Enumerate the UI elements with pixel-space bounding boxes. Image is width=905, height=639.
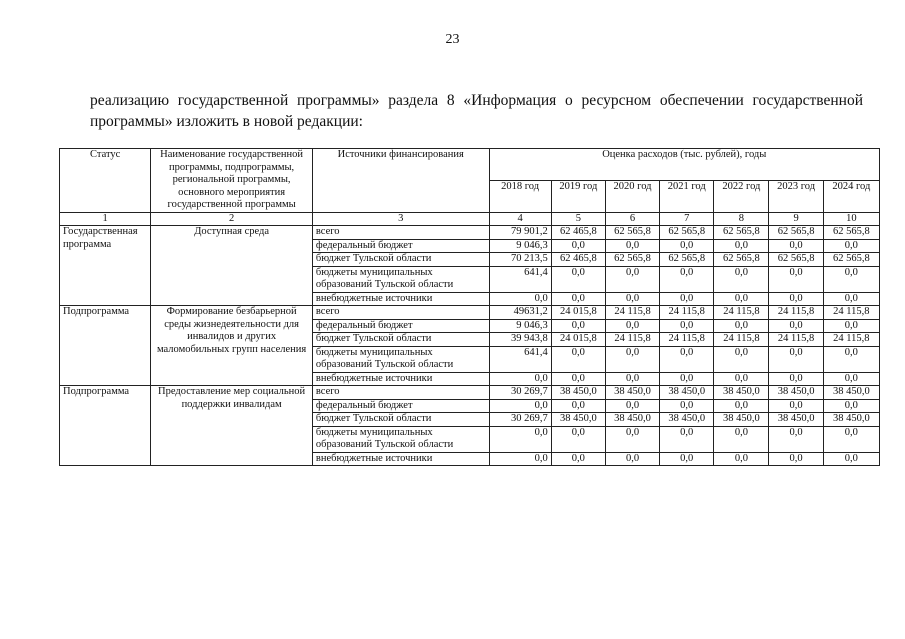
value-cell: 24 115,8	[769, 306, 823, 320]
header-year: 2021 год	[660, 180, 714, 212]
value-cell: 0,0	[660, 292, 714, 306]
source-cell: бюджеты муниципальных образований Тульской области	[312, 266, 489, 292]
value-cell: 0,0	[714, 426, 769, 452]
value-cell: 641,4	[489, 346, 551, 372]
value-cell: 0,0	[823, 239, 879, 253]
column-number: 6	[605, 212, 659, 226]
value-cell: 0,0	[714, 239, 769, 253]
value-cell: 0,0	[605, 319, 659, 333]
value-cell: 0,0	[769, 266, 823, 292]
value-cell: 38 450,0	[605, 413, 659, 427]
source-cell: федеральный бюджет	[312, 399, 489, 413]
value-cell: 24 115,8	[660, 333, 714, 347]
column-number: 10	[823, 212, 879, 226]
value-cell: 24 115,8	[660, 306, 714, 320]
source-cell: всего	[312, 226, 489, 240]
value-cell: 0,0	[605, 239, 659, 253]
header-year: 2023 год	[769, 180, 823, 212]
value-cell: 9 046,3	[489, 319, 551, 333]
value-cell: 0,0	[823, 319, 879, 333]
value-cell: 24 115,8	[714, 306, 769, 320]
value-cell: 0,0	[660, 399, 714, 413]
program-name-cell: Формирование безбарьерной среды жизнедеятельности для инвалидов и других маломобильных групп населения	[151, 306, 313, 386]
table-body	[60, 149, 880, 466]
header-year: 2024 год	[823, 180, 879, 212]
value-cell: 0,0	[605, 266, 659, 292]
source-cell: бюджет Тульской области	[312, 333, 489, 347]
source-cell: федеральный бюджет	[312, 319, 489, 333]
value-cell: 0,0	[823, 452, 879, 466]
value-cell: 0,0	[605, 452, 659, 466]
value-cell: 0,0	[823, 346, 879, 372]
column-number: 5	[551, 212, 605, 226]
source-cell: бюджеты муниципальных образований Тульской области	[312, 426, 489, 452]
value-cell: 0,0	[551, 346, 605, 372]
value-cell: 38 450,0	[769, 386, 823, 400]
value-cell: 62 565,8	[660, 226, 714, 240]
value-cell: 38 450,0	[660, 413, 714, 427]
value-cell: 0,0	[605, 399, 659, 413]
page-number: 23	[445, 32, 460, 47]
value-cell: 0,0	[489, 452, 551, 466]
value-cell: 62 465,8	[551, 226, 605, 240]
value-cell: 79 901,2	[489, 226, 551, 240]
value-cell: 0,0	[605, 346, 659, 372]
value-cell: 24 115,8	[823, 306, 879, 320]
value-cell: 38 450,0	[714, 386, 769, 400]
value-cell: 24 015,8	[551, 306, 605, 320]
value-cell: 0,0	[551, 452, 605, 466]
header-year: 2018 год	[489, 180, 551, 212]
value-cell: 0,0	[551, 239, 605, 253]
source-cell: всего	[312, 386, 489, 400]
header-year: 2019 год	[551, 180, 605, 212]
column-number: 1	[60, 212, 151, 226]
value-cell: 62 565,8	[660, 253, 714, 267]
source-cell: внебюджетные источники	[312, 292, 489, 306]
value-cell: 9 046,3	[489, 239, 551, 253]
value-cell: 641,4	[489, 266, 551, 292]
header-name: Наименование государственной программы, подпрограммы, региональной программы, основного мероприятия государственной программы	[151, 149, 313, 213]
column-number: 9	[769, 212, 823, 226]
value-cell: 49631,2	[489, 306, 551, 320]
value-cell: 62 565,8	[769, 226, 823, 240]
value-cell: 0,0	[769, 452, 823, 466]
value-cell: 0,0	[714, 319, 769, 333]
value-cell: 0,0	[660, 346, 714, 372]
program-name-cell: Доступная среда	[151, 226, 313, 306]
value-cell: 24 115,8	[605, 306, 659, 320]
header-year: 2020 год	[605, 180, 659, 212]
resource-table	[59, 148, 880, 466]
value-cell: 0,0	[489, 426, 551, 452]
value-cell: 0,0	[660, 452, 714, 466]
status-cell: Подпрограмма	[60, 386, 151, 466]
value-cell: 0,0	[714, 399, 769, 413]
value-cell: 0,0	[823, 372, 879, 386]
value-cell: 0,0	[551, 292, 605, 306]
value-cell: 0,0	[714, 452, 769, 466]
value-cell: 39 943,8	[489, 333, 551, 347]
value-cell: 0,0	[769, 319, 823, 333]
source-cell: всего	[312, 306, 489, 320]
source-cell: внебюджетные источники	[312, 452, 489, 466]
table-row	[60, 226, 880, 240]
value-cell: 38 450,0	[605, 386, 659, 400]
header-estimate: Оценка расходов (тыс. рублей), годы	[489, 149, 879, 181]
value-cell: 0,0	[769, 426, 823, 452]
value-cell: 38 450,0	[551, 386, 605, 400]
value-cell: 0,0	[551, 426, 605, 452]
value-cell: 0,0	[660, 239, 714, 253]
source-cell: бюджеты муниципальных образований Тульской области	[312, 346, 489, 372]
table-row	[60, 386, 880, 400]
source-cell: федеральный бюджет	[312, 239, 489, 253]
value-cell: 0,0	[714, 346, 769, 372]
value-cell: 0,0	[769, 239, 823, 253]
value-cell: 38 450,0	[551, 413, 605, 427]
value-cell: 0,0	[551, 372, 605, 386]
value-cell: 0,0	[660, 319, 714, 333]
value-cell: 0,0	[823, 266, 879, 292]
value-cell: 30 269,7	[489, 413, 551, 427]
header-year: 2022 год	[714, 180, 769, 212]
value-cell: 0,0	[769, 399, 823, 413]
value-cell: 0,0	[823, 399, 879, 413]
value-cell: 24 115,8	[714, 333, 769, 347]
intro-paragraph: реализацию государственной программы» раздела 8 «Информация о ресурсном обеспечении государственной программы» изложить в новой редакции:	[90, 92, 863, 130]
value-cell: 0,0	[823, 292, 879, 306]
header-row	[60, 149, 880, 181]
value-cell: 0,0	[660, 266, 714, 292]
value-cell: 62 565,8	[823, 226, 879, 240]
value-cell: 24 015,8	[551, 333, 605, 347]
column-number: 7	[660, 212, 714, 226]
value-cell: 30 269,7	[489, 386, 551, 400]
column-number: 4	[489, 212, 551, 226]
value-cell: 38 450,0	[769, 413, 823, 427]
value-cell: 0,0	[660, 372, 714, 386]
value-cell: 0,0	[605, 292, 659, 306]
value-cell: 38 450,0	[714, 413, 769, 427]
value-cell: 62 465,8	[551, 253, 605, 267]
source-cell: бюджет Тульской области	[312, 413, 489, 427]
value-cell: 0,0	[714, 372, 769, 386]
value-cell: 0,0	[605, 426, 659, 452]
value-cell: 0,0	[605, 372, 659, 386]
value-cell: 38 450,0	[660, 386, 714, 400]
value-cell: 62 565,8	[605, 226, 659, 240]
value-cell: 62 565,8	[714, 226, 769, 240]
source-cell: внебюджетные источники	[312, 372, 489, 386]
column-number-row	[60, 212, 880, 226]
value-cell: 24 115,8	[823, 333, 879, 347]
value-cell: 24 115,8	[605, 333, 659, 347]
value-cell: 0,0	[823, 426, 879, 452]
program-name-cell: Предоставление мер социальной поддержки инвалидам	[151, 386, 313, 466]
value-cell: 0,0	[714, 292, 769, 306]
column-number: 3	[312, 212, 489, 226]
value-cell: 70 213,5	[489, 253, 551, 267]
value-cell: 0,0	[489, 372, 551, 386]
header-sources: Источники финансирования	[312, 149, 489, 213]
value-cell: 38 450,0	[823, 386, 879, 400]
value-cell: 0,0	[769, 372, 823, 386]
value-cell: 38 450,0	[823, 413, 879, 427]
value-cell: 0,0	[769, 346, 823, 372]
value-cell: 0,0	[660, 426, 714, 452]
value-cell: 0,0	[551, 399, 605, 413]
value-cell: 0,0	[714, 266, 769, 292]
value-cell: 0,0	[551, 266, 605, 292]
column-number: 8	[714, 212, 769, 226]
value-cell: 0,0	[551, 319, 605, 333]
value-cell: 62 565,8	[823, 253, 879, 267]
value-cell: 62 565,8	[714, 253, 769, 267]
value-cell: 0,0	[769, 292, 823, 306]
value-cell: 24 115,8	[769, 333, 823, 347]
value-cell: 62 565,8	[605, 253, 659, 267]
status-cell: Государственная программа	[60, 226, 151, 306]
value-cell: 0,0	[489, 292, 551, 306]
status-cell: Подпрограмма	[60, 306, 151, 386]
header-status: Статус	[60, 149, 151, 213]
source-cell: бюджет Тульской области	[312, 253, 489, 267]
value-cell: 62 565,8	[769, 253, 823, 267]
table-row	[60, 306, 880, 320]
value-cell: 0,0	[489, 399, 551, 413]
column-number: 2	[151, 212, 313, 226]
